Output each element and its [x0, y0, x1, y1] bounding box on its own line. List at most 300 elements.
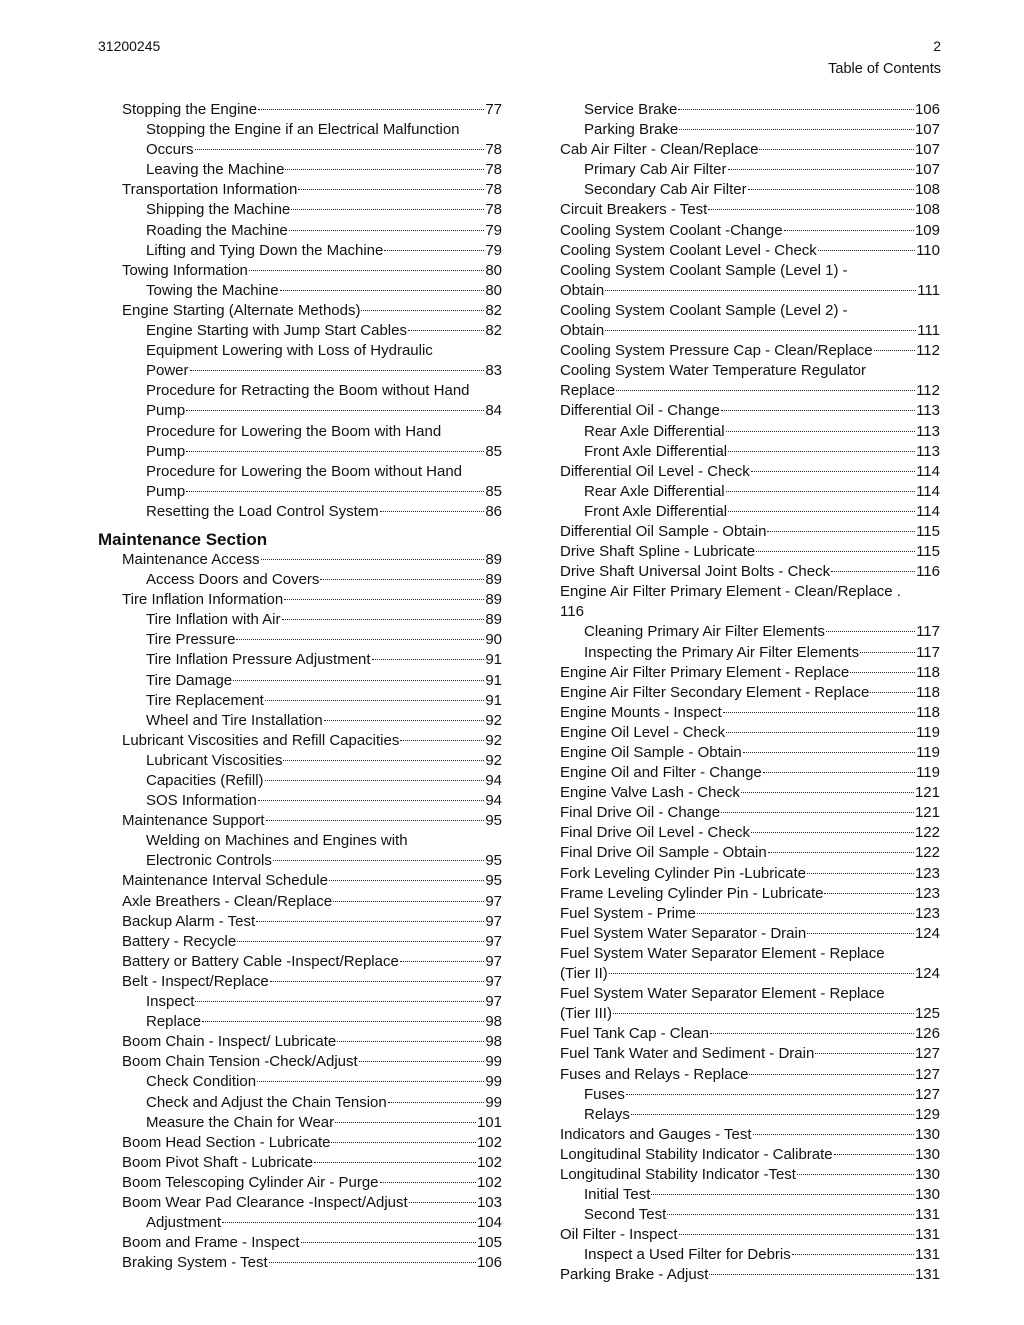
toc-entry-title: Fuses — [584, 1085, 625, 1103]
toc-entry[interactable] — [560, 984, 940, 1024]
dot-leader — [826, 631, 915, 632]
toc-entry-row — [122, 1032, 502, 1052]
toc-entry[interactable] — [560, 1205, 940, 1225]
toc-entry[interactable] — [122, 1012, 502, 1032]
toc-entry[interactable] — [560, 261, 940, 301]
toc-entry-page: 94 — [485, 792, 502, 810]
toc-entry[interactable] — [122, 301, 502, 321]
toc-entry[interactable] — [560, 864, 940, 884]
toc-entry-row — [122, 401, 502, 421]
toc-entry-title: Capacities (Refill) — [146, 772, 264, 789]
toc-entry[interactable] — [122, 650, 502, 670]
toc-entry[interactable] — [122, 241, 502, 261]
toc-entry[interactable] — [122, 731, 502, 751]
toc-entry-row — [122, 1012, 502, 1032]
toc-entry-title: Oil Filter - Inspect — [560, 1226, 678, 1244]
toc-entry-title: Maintenance Interval Schedule — [122, 872, 328, 890]
toc-entry[interactable] — [560, 221, 940, 241]
toc-entry-title: Replace — [146, 1013, 202, 1031]
toc-entry[interactable] — [122, 1052, 502, 1072]
toc-entry[interactable] — [560, 482, 940, 502]
toc-entry[interactable] — [560, 582, 940, 622]
toc-entry[interactable] — [122, 200, 502, 220]
toc-entry-page: 89 — [485, 611, 502, 629]
toc-entry[interactable] — [560, 100, 940, 120]
toc-entry-row — [122, 502, 502, 522]
toc-entry-title: Resetting the Load Control System — [146, 502, 379, 520]
toc-entry-title: Circuit Breakers - Test — [560, 201, 708, 219]
toc-entry-page: 123 — [914, 884, 940, 902]
dot-leader — [631, 1114, 914, 1115]
toc-entry[interactable] — [560, 120, 940, 140]
toc-entry[interactable] — [122, 1213, 502, 1233]
dot-leader — [709, 1274, 914, 1275]
toc-entry-page: 114 — [916, 462, 940, 480]
toc-entry-page: 80 — [485, 281, 502, 299]
dot-leader — [285, 169, 484, 170]
toc-entry[interactable] — [560, 422, 940, 442]
toc-entry-row — [560, 1265, 940, 1285]
dot-leader — [756, 551, 915, 552]
toc-entry[interactable] — [560, 663, 940, 683]
toc-entry[interactable] — [122, 610, 502, 630]
toc-entry[interactable] — [560, 1185, 940, 1205]
toc-entry-page: 111 — [917, 322, 940, 340]
toc-entry[interactable] — [122, 321, 502, 341]
toc-entry[interactable] — [560, 180, 940, 200]
toc-entry[interactable] — [560, 442, 940, 462]
toc-entry-row — [560, 241, 940, 261]
toc-entry-title: Cooling System Coolant -Change — [560, 221, 783, 239]
toc-entry[interactable] — [560, 823, 940, 843]
toc-entry[interactable] — [560, 1044, 940, 1064]
toc-entry-page: 99 — [485, 1093, 502, 1111]
toc-entry-title: Frame Leveling Cylinder Pin - Lubricate — [560, 884, 824, 902]
toc-entry-page: 118 — [916, 683, 940, 701]
toc-entry-title: Fork Leveling Cylinder Pin -Lubricate — [560, 864, 806, 882]
toc-entry-row — [122, 650, 502, 670]
toc-entry-page: 83 — [485, 362, 502, 380]
toc-entry-row — [560, 120, 940, 140]
toc-entry-page: 112 — [916, 342, 940, 360]
toc-entry[interactable] — [122, 1072, 502, 1092]
toc-entry[interactable] — [122, 711, 502, 731]
toc-entry[interactable] — [122, 570, 502, 590]
toc-entry[interactable] — [122, 751, 502, 771]
dot-leader — [751, 832, 914, 833]
toc-entry[interactable] — [122, 1253, 502, 1273]
dot-leader — [667, 1214, 914, 1215]
toc-entry-page: 92 — [485, 711, 502, 729]
toc-entry[interactable] — [560, 884, 940, 904]
toc-entry-title: Engine Air Filter Secondary Element - Replace — [560, 683, 870, 701]
toc-entry-row — [122, 972, 502, 992]
dot-leader — [726, 491, 915, 492]
toc-entry-page: 130 — [914, 1145, 940, 1163]
toc-entry-row — [122, 871, 502, 891]
toc-entry-row — [560, 321, 940, 341]
toc-entry-page: 125 — [914, 1005, 940, 1023]
document-number: 31200245 — [98, 38, 161, 54]
toc-entry-page: 131 — [914, 1266, 940, 1284]
toc-entry-title: Welding on Machines and Engines with — [146, 832, 408, 850]
toc-entry[interactable] — [560, 1165, 940, 1185]
dot-leader — [850, 672, 915, 673]
toc-entry-row — [560, 381, 940, 401]
dot-leader — [380, 1182, 476, 1183]
toc-entry-title: Tire Pressure — [146, 631, 236, 649]
dot-leader — [400, 740, 484, 741]
toc-entry[interactable] — [122, 671, 502, 691]
toc-entry[interactable] — [560, 301, 940, 341]
toc-entry[interactable] — [122, 1113, 502, 1133]
toc-entry-page: 101 — [476, 1113, 502, 1131]
dot-leader — [708, 209, 914, 210]
toc-entry-page: 85 — [485, 482, 502, 500]
dot-leader — [753, 1134, 914, 1135]
toc-entry[interactable] — [560, 763, 940, 783]
dot-leader — [270, 981, 485, 982]
dot-leader — [335, 1122, 476, 1123]
dot-leader — [249, 270, 484, 271]
dot-leader — [626, 1094, 914, 1095]
dot-leader — [743, 752, 915, 753]
toc-entry-page: 112 — [916, 382, 940, 400]
toc-entry-page: 95 — [485, 872, 502, 890]
toc-entry[interactable] — [122, 1233, 502, 1253]
toc-entry[interactable] — [122, 550, 502, 570]
toc-entry-row — [122, 100, 502, 120]
toc-entry-row — [122, 1093, 502, 1113]
toc-entry[interactable] — [122, 992, 502, 1012]
toc-entry[interactable] — [560, 743, 940, 763]
dot-leader — [834, 1154, 914, 1155]
toc-entry-page: 78 — [485, 181, 502, 199]
toc-entry-title: Towing the Machine — [146, 281, 279, 299]
toc-entry-row — [122, 221, 502, 241]
toc-entry[interactable] — [122, 1173, 502, 1193]
dot-leader — [331, 1142, 476, 1143]
toc-entry-row — [560, 622, 940, 642]
toc-entry-page: 113 — [916, 422, 940, 440]
dot-leader — [261, 559, 485, 560]
toc-entry[interactable] — [560, 1265, 940, 1285]
toc-entry-title: Tire Inflation with Air — [146, 611, 281, 629]
toc-entry-page: 82 — [485, 301, 502, 319]
toc-entry-page: 114 — [916, 502, 940, 520]
toc-entry[interactable] — [122, 341, 502, 381]
toc-entry-row — [122, 851, 502, 871]
toc-entry-page: 109 — [914, 221, 940, 239]
dot-leader — [233, 680, 484, 681]
toc-entry[interactable] — [122, 952, 502, 972]
toc-entry-page: 107 — [914, 161, 940, 179]
toc-entry-title: Fuel System Water Separator - Drain — [560, 924, 807, 942]
toc-entry-row — [122, 811, 502, 831]
toc-entry-row — [560, 864, 940, 884]
toc-entry-page: 116 — [916, 563, 940, 581]
toc-entry[interactable] — [560, 361, 940, 401]
toc-entry-title: Cleaning Primary Air Filter Elements — [584, 623, 825, 641]
toc-entry-row — [122, 731, 502, 751]
dot-leader — [400, 961, 485, 962]
toc-entry-title: Lubricant Viscosities — [146, 751, 283, 769]
toc-entry[interactable] — [560, 401, 940, 421]
toc-entry-page: 97 — [485, 892, 502, 910]
dot-leader — [759, 149, 914, 150]
toc-entry-row — [560, 502, 940, 522]
dot-leader — [301, 1242, 476, 1243]
toc-entry-page: 113 — [916, 442, 940, 460]
toc-entry-row — [560, 803, 940, 823]
toc-entry-row — [122, 1233, 502, 1253]
toc-entry-title: Longitudinal Stability Indicator - Calibrate — [560, 1145, 833, 1163]
toc-entry-page: 89 — [485, 591, 502, 609]
toc-entry-title: Final Drive Oil - Change — [560, 804, 721, 822]
toc-entry-title: Lifting and Tying Down the Machine — [146, 241, 384, 259]
toc-entry[interactable] — [122, 221, 502, 241]
toc-entry[interactable] — [122, 791, 502, 811]
toc-entry-page: 118 — [916, 703, 940, 721]
toc-entry-title: Occurs — [146, 141, 194, 159]
toc-entry-row — [560, 140, 940, 160]
toc-entry-row — [122, 140, 502, 160]
toc-entry-row — [122, 630, 502, 650]
dot-leader — [721, 410, 915, 411]
toc-entry-page: 117 — [916, 623, 940, 641]
dot-leader — [815, 1053, 914, 1054]
toc-entry-page: 102 — [476, 1153, 502, 1171]
toc-left-column — [98, 100, 502, 1273]
toc-entry-title: Check and Adjust the Chain Tension — [146, 1093, 387, 1111]
toc-entry-title: Cooling System Coolant Sample (Level 1) - — [560, 261, 848, 279]
toc-entry[interactable] — [122, 502, 502, 522]
toc-entry[interactable] — [560, 622, 940, 642]
toc-entry-title: Relays — [584, 1105, 630, 1123]
toc-entry-title: Fuel Tank Water and Sediment - Drain — [560, 1045, 815, 1063]
dot-leader — [257, 1081, 484, 1082]
toc-entry[interactable] — [560, 1245, 940, 1265]
toc-entry-title: Pump — [146, 402, 186, 420]
toc-entry[interactable] — [122, 831, 502, 871]
toc-entry[interactable] — [560, 1145, 940, 1165]
toc-entry-page: 131 — [914, 1246, 940, 1264]
toc-entry-row — [122, 1072, 502, 1092]
dot-leader — [605, 290, 916, 291]
toc-entry-row — [122, 482, 502, 502]
dot-leader — [721, 812, 914, 813]
dot-leader — [222, 1222, 476, 1223]
dot-leader — [748, 189, 914, 190]
toc-entry-row — [122, 610, 502, 630]
toc-entry-title: Wheel and Tire Installation — [146, 711, 323, 729]
toc-entry[interactable] — [560, 1125, 940, 1145]
toc-entry-page: 97 — [485, 972, 502, 990]
toc-entry-title: Cooling System Coolant Sample (Level 2) - — [560, 301, 848, 319]
toc-entry[interactable] — [122, 590, 502, 610]
toc-entry-row — [560, 401, 940, 421]
toc-entry-page: 121 — [914, 804, 940, 822]
toc-entry-row — [122, 590, 502, 610]
toc-entry[interactable] — [122, 160, 502, 180]
toc-entry-title: Battery - Recycle — [122, 932, 237, 950]
toc-entry-page: 130 — [914, 1165, 940, 1183]
toc-entry-row — [122, 1052, 502, 1072]
toc-entry[interactable] — [560, 542, 940, 562]
toc-entry-page: 121 — [914, 784, 940, 802]
toc-entry-title: Final Drive Oil Level - Check — [560, 824, 751, 842]
toc-entry-page: 92 — [485, 731, 502, 749]
toc-entry-title: Tire Inflation Information — [122, 591, 284, 609]
toc-entry-row — [122, 1253, 502, 1273]
toc-entry[interactable] — [122, 1093, 502, 1113]
toc-entry[interactable] — [122, 972, 502, 992]
toc-entry[interactable] — [122, 120, 502, 160]
toc-entry[interactable] — [122, 912, 502, 932]
page-number: 2 — [933, 38, 941, 54]
toc-entry-page: 95 — [485, 812, 502, 830]
toc-entry[interactable] — [122, 381, 502, 421]
toc-entry-title: Maintenance Access — [122, 550, 260, 568]
toc-entry[interactable] — [122, 1133, 502, 1153]
toc-entry-page: 107 — [914, 141, 940, 159]
toc-entry-title: Initial Test — [584, 1186, 651, 1204]
toc-entry[interactable] — [122, 100, 502, 120]
toc-entry-title: Differential Oil Sample - Obtain — [560, 522, 767, 540]
toc-entry-row — [122, 791, 502, 811]
dot-leader — [324, 720, 485, 721]
toc-entry[interactable] — [560, 683, 940, 703]
toc-entry[interactable] — [122, 180, 502, 200]
toc-entry[interactable] — [122, 261, 502, 281]
toc-entry[interactable] — [560, 462, 940, 482]
toc-entry[interactable] — [560, 703, 940, 723]
toc-entry[interactable] — [560, 1225, 940, 1245]
toc-entry-title: Secondary Cab Air Filter — [584, 181, 747, 199]
toc-entry[interactable] — [122, 1032, 502, 1052]
toc-entry-page: 89 — [485, 550, 502, 568]
toc-entry[interactable] — [122, 281, 502, 301]
toc-entry-title: Equipment Lowering with Loss of Hydraulic — [146, 342, 433, 360]
toc-entry[interactable] — [122, 462, 502, 502]
toc-entry[interactable] — [122, 1153, 502, 1173]
toc-entry[interactable] — [560, 1085, 940, 1105]
toc-entry-title: Axle Breathers - Clean/Replace — [122, 892, 333, 910]
toc-entry-page: 98 — [485, 1013, 502, 1031]
toc-entry[interactable] — [560, 1065, 940, 1085]
toc-entry[interactable] — [122, 630, 502, 650]
toc-entry[interactable] — [560, 924, 940, 944]
toc-entry-title: Boom Pivot Shaft - Lubricate — [122, 1153, 313, 1171]
toc-entry[interactable] — [560, 562, 940, 582]
toc-entry-title: Obtain — [560, 322, 605, 340]
toc-entry[interactable] — [560, 944, 940, 984]
toc-entry[interactable] — [560, 783, 940, 803]
dot-leader — [266, 820, 485, 821]
toc-entry-title: Differential Oil Level - Check — [560, 462, 750, 480]
toc-entry-row — [560, 1145, 940, 1165]
toc-entry[interactable] — [560, 1024, 940, 1044]
toc-entry-title: Tire Inflation Pressure Adjustment — [146, 651, 371, 669]
toc-entry-row — [122, 321, 502, 341]
toc-entry-row — [122, 1153, 502, 1173]
dot-leader — [605, 330, 916, 331]
dot-leader — [284, 599, 484, 600]
dot-leader — [282, 619, 485, 620]
toc-entry[interactable] — [560, 1105, 940, 1125]
toc-entry[interactable] — [122, 871, 502, 891]
toc-entry[interactable] — [560, 522, 940, 542]
toc-entry-title: Boom Chain Tension -Check/Adjust — [122, 1053, 358, 1071]
toc-entry-row — [560, 1105, 940, 1125]
toc-entry-title: Shipping the Machine — [146, 201, 291, 219]
dot-leader — [613, 1013, 914, 1014]
toc-entry-row — [560, 924, 940, 944]
dot-leader — [333, 901, 484, 902]
toc-entry-row — [122, 671, 502, 691]
toc-entry[interactable] — [560, 643, 940, 663]
toc-entry[interactable] — [122, 771, 502, 791]
toc-entry-page: 97 — [485, 932, 502, 950]
toc-entry-row — [122, 711, 502, 731]
toc-entry-title: Fuel Tank Cap - Clean — [560, 1025, 709, 1043]
toc-entry-title: (Tier II) — [560, 965, 608, 983]
toc-entry[interactable] — [560, 160, 940, 180]
dot-leader — [195, 1001, 484, 1002]
toc-entry-page: 99 — [485, 1073, 502, 1091]
toc-entry-page: 130 — [914, 1125, 940, 1143]
toc-entry[interactable] — [122, 691, 502, 711]
dot-leader — [269, 1262, 476, 1263]
toc-entry[interactable] — [560, 200, 940, 220]
toc-entry-row — [122, 281, 502, 301]
dot-leader — [388, 1102, 485, 1103]
toc-entry[interactable] — [122, 932, 502, 952]
toc-entry[interactable] — [560, 843, 940, 863]
toc-entry-row — [560, 422, 940, 442]
dot-leader — [372, 659, 485, 660]
toc-entry[interactable] — [122, 422, 502, 462]
toc-entry-row — [560, 562, 940, 582]
toc-entry[interactable] — [560, 904, 940, 924]
toc-entry[interactable] — [560, 241, 940, 261]
toc-entry-title: Cooling System Water Temperature Regulator — [560, 362, 866, 380]
toc-entry-title: Tire Damage — [146, 671, 233, 689]
toc-entry-title: Fuel System Water Separator Element - Replace — [560, 985, 885, 1003]
toc-entry-row — [560, 462, 940, 482]
toc-entry-row — [122, 1213, 502, 1233]
toc-entry[interactable] — [560, 502, 940, 522]
toc-entry-page: 94 — [485, 772, 502, 789]
toc-entry-title: Cooling System Pressure Cap - Clean/Replace — [560, 342, 873, 360]
toc-entry-row — [560, 663, 940, 683]
toc-entry[interactable] — [122, 1193, 502, 1213]
dot-leader — [723, 712, 915, 713]
toc-entry[interactable] — [122, 811, 502, 831]
toc-entry-page: 107 — [914, 121, 940, 139]
dot-leader — [807, 873, 914, 874]
toc-entry[interactable] — [560, 723, 940, 743]
toc-entry-row — [122, 570, 502, 590]
toc-entry-page: 119 — [916, 723, 940, 741]
toc-entry-page: 78 — [485, 201, 502, 219]
toc-entry[interactable] — [122, 892, 502, 912]
toc-entry[interactable] — [560, 803, 940, 823]
toc-entry-title: Fuel System Water Separator Element - Replace — [560, 944, 885, 962]
toc-entry-row — [122, 361, 502, 381]
toc-entry[interactable] — [560, 140, 940, 160]
toc-entry[interactable] — [560, 341, 940, 361]
